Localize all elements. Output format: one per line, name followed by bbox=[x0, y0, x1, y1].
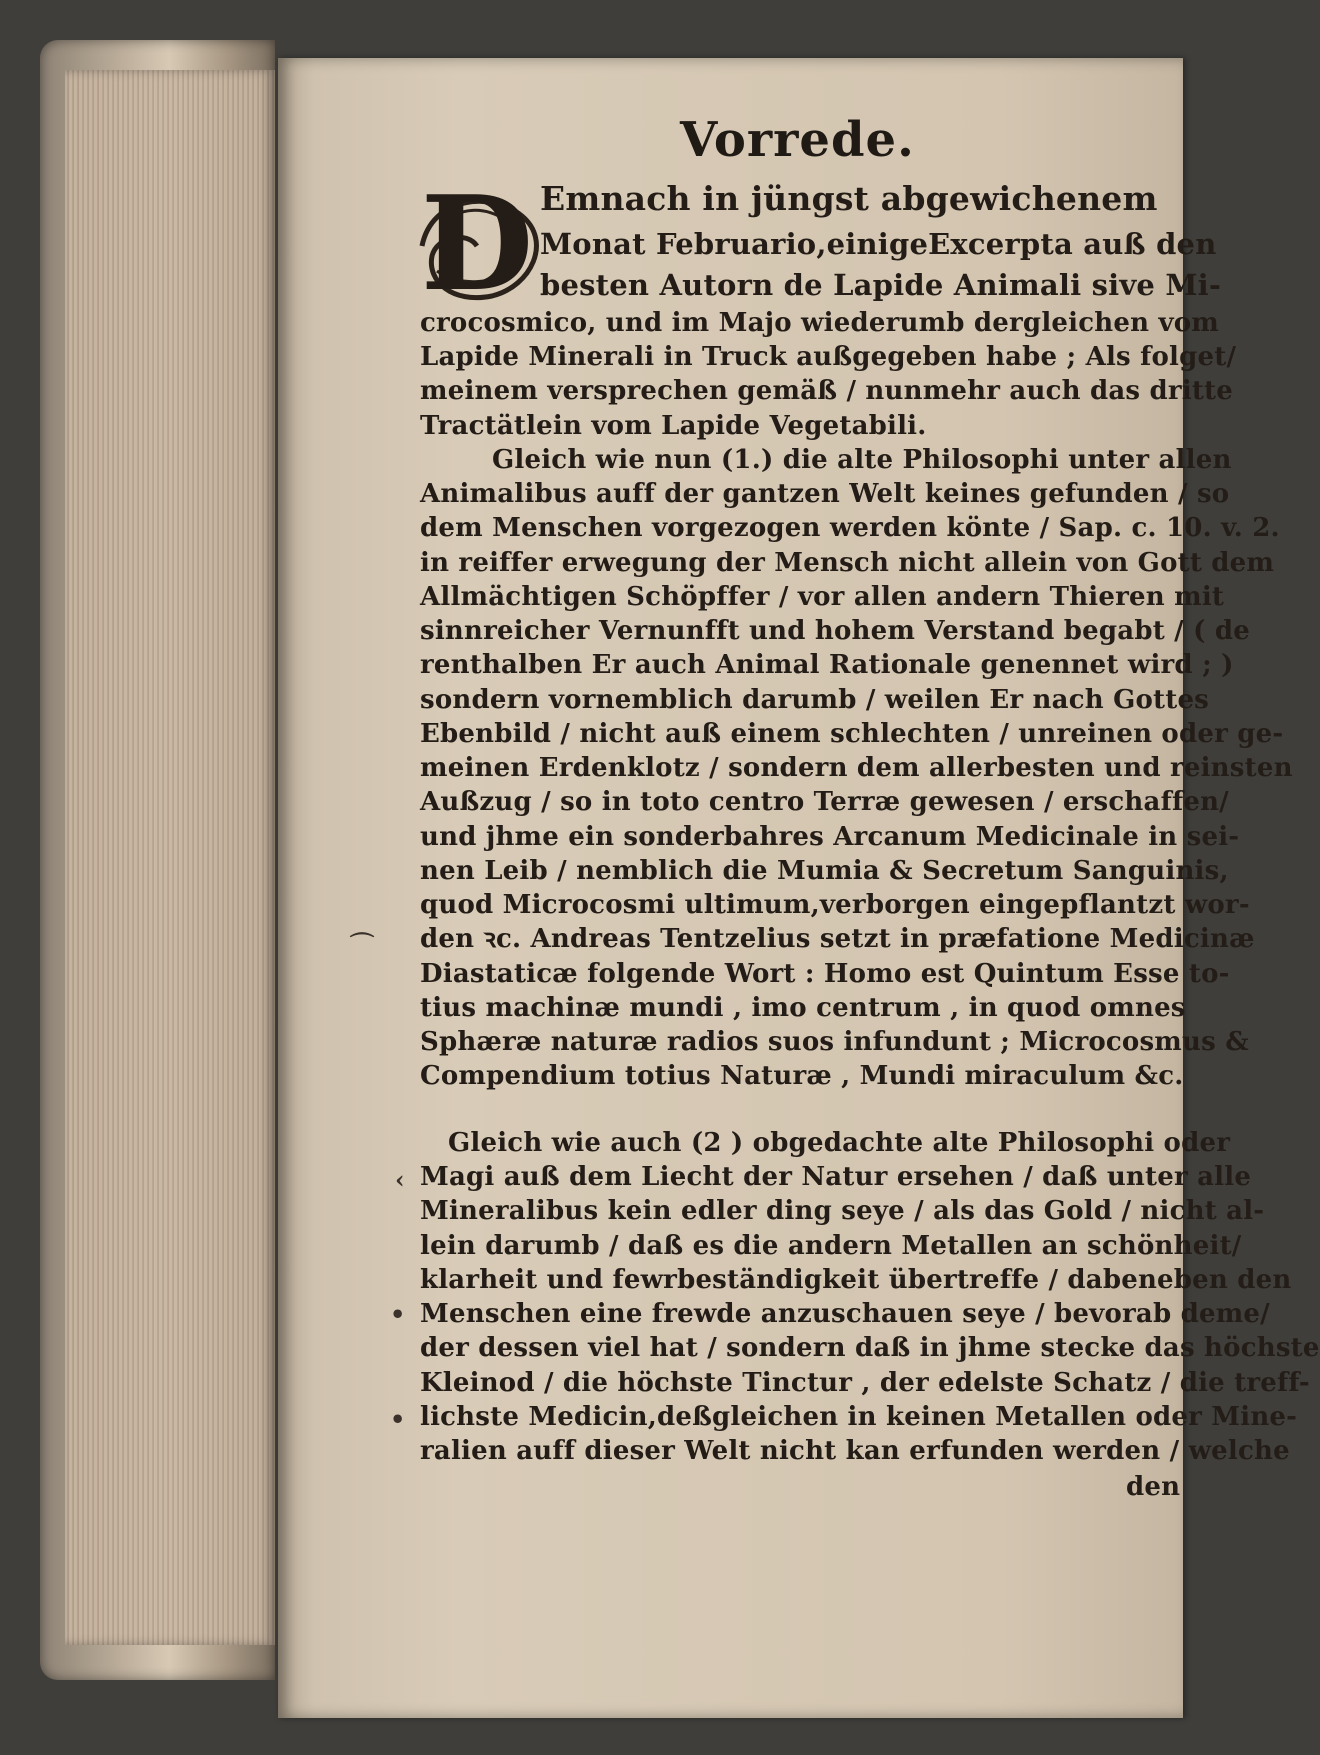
text-line: besten Autorn de Lapide Animali sive Mi- bbox=[540, 268, 1222, 302]
text-line: Animalibus auff der gantzen Welt keines gefunden / so bbox=[420, 479, 1230, 509]
text-line: Lapide Minerali in Truck außgegeben habe ; Als folget/ bbox=[420, 342, 1237, 372]
text-line: Menschen eine frewde anzuschauen seye / bevorab deme/ bbox=[420, 1299, 1270, 1329]
text-line: crocosmico, und im Majo wiederumb dergleichen vom bbox=[420, 308, 1220, 338]
page-edges bbox=[65, 70, 275, 1645]
text-line: ralien auff dieser Welt nicht kan erfunden werden / welche bbox=[420, 1436, 1290, 1466]
text-line: renthalben Er auch Animal Rationale genennet wird ; ) bbox=[420, 650, 1234, 680]
text-line: Monat Februario,einigeExcerpta auß den bbox=[540, 227, 1217, 261]
text-line: Magi auß dem Liecht der Natur ersehen / daß unter alle bbox=[420, 1162, 1252, 1192]
text-line: meinem versprechen gemäß / nunmehr auch das dritte bbox=[420, 376, 1233, 406]
text-line: Allmächtigen Schöpffer / vor allen andern Thieren mit bbox=[420, 582, 1225, 612]
text-line: klarheit und fewrbeständigkeit übertreffe / dabeneben den bbox=[420, 1265, 1292, 1295]
text-line: Kleinod / die höchste Tinctur , der edelste Schatz / die treff- bbox=[420, 1368, 1310, 1398]
text-line: tius machinæ mundi , imo centrum , in quod omnes bbox=[420, 993, 1186, 1023]
text-line: Ebenbild / nicht auß einem schlechten / unreinen oder ge- bbox=[420, 719, 1284, 749]
text-line: Compendium totius Naturæ , Mundi miraculum &c. bbox=[420, 1061, 1184, 1091]
text-line: Mineralibus kein edler ding seye / als das Gold / nicht al- bbox=[420, 1196, 1265, 1226]
page-heading: Vorrede. bbox=[680, 112, 915, 168]
text-line: Gleich wie nun (1.) die alte Philosophi unter allen bbox=[492, 445, 1232, 475]
margin-mark-icon: ⌒ bbox=[350, 930, 374, 959]
text-line: lichste Medicin,deßgleichen in keinen Metallen oder Mine- bbox=[420, 1402, 1298, 1432]
text-line: und jhme ein sonderbahres Arcanum Medicinale in sei- bbox=[420, 822, 1240, 852]
text-line: sinnreicher Vernunfft und hohem Verstand begabt / ( de bbox=[420, 616, 1250, 646]
margin-mark-icon: ‹ bbox=[395, 1165, 405, 1194]
text-line: Diastaticæ folgende Wort : Homo est Quintum Esse to- bbox=[420, 959, 1230, 989]
catchword: den bbox=[1126, 1472, 1181, 1502]
initial-letter: D bbox=[420, 167, 534, 320]
text-line: Sphæræ naturæ radios suos infundunt ; Microcosmus & bbox=[420, 1027, 1249, 1057]
margin-mark-icon: • bbox=[390, 1300, 406, 1329]
text-line: nen Leib / nemblich die Mumia & Secretum Sanguinis, bbox=[420, 856, 1229, 886]
text-line: quod Microcosmi ultimum,verborgen eingepflantzt wor- bbox=[420, 890, 1250, 920]
text-line: Emnach in jüngst abgewichenem bbox=[540, 179, 1158, 218]
text-line: lein darumb / daß es die andern Metallen an schönheit/ bbox=[420, 1231, 1242, 1261]
text-line: Gleich wie auch (2 ) obgedachte alte Philosophi oder bbox=[448, 1128, 1231, 1158]
margin-mark-icon: • bbox=[390, 1405, 406, 1434]
text-line: Tractätlein vom Lapide Vegetabili. bbox=[420, 411, 927, 441]
text-line: den ꝛc. Andreas Tentzelius setzt in præfatione Medicinæ bbox=[420, 924, 1255, 954]
text-line: Außzug / so in toto centro Terræ gewesen / erschaffen/ bbox=[420, 787, 1229, 817]
text-line: sondern vornemblich darumb / weilen Er nach Gottes bbox=[420, 685, 1210, 715]
text-line: der dessen viel hat / sondern daß in jhme stecke das höchste bbox=[420, 1333, 1320, 1363]
text-line: meinen Erdenklotz / sondern dem allerbesten und reinsten bbox=[420, 753, 1293, 783]
text-line: in reiffer erwegung der Mensch nicht allein von Gott dem bbox=[420, 548, 1275, 578]
text-line: dem Menschen vorgezogen werden könte / Sap. c. 10. v. 2. bbox=[420, 513, 1280, 543]
